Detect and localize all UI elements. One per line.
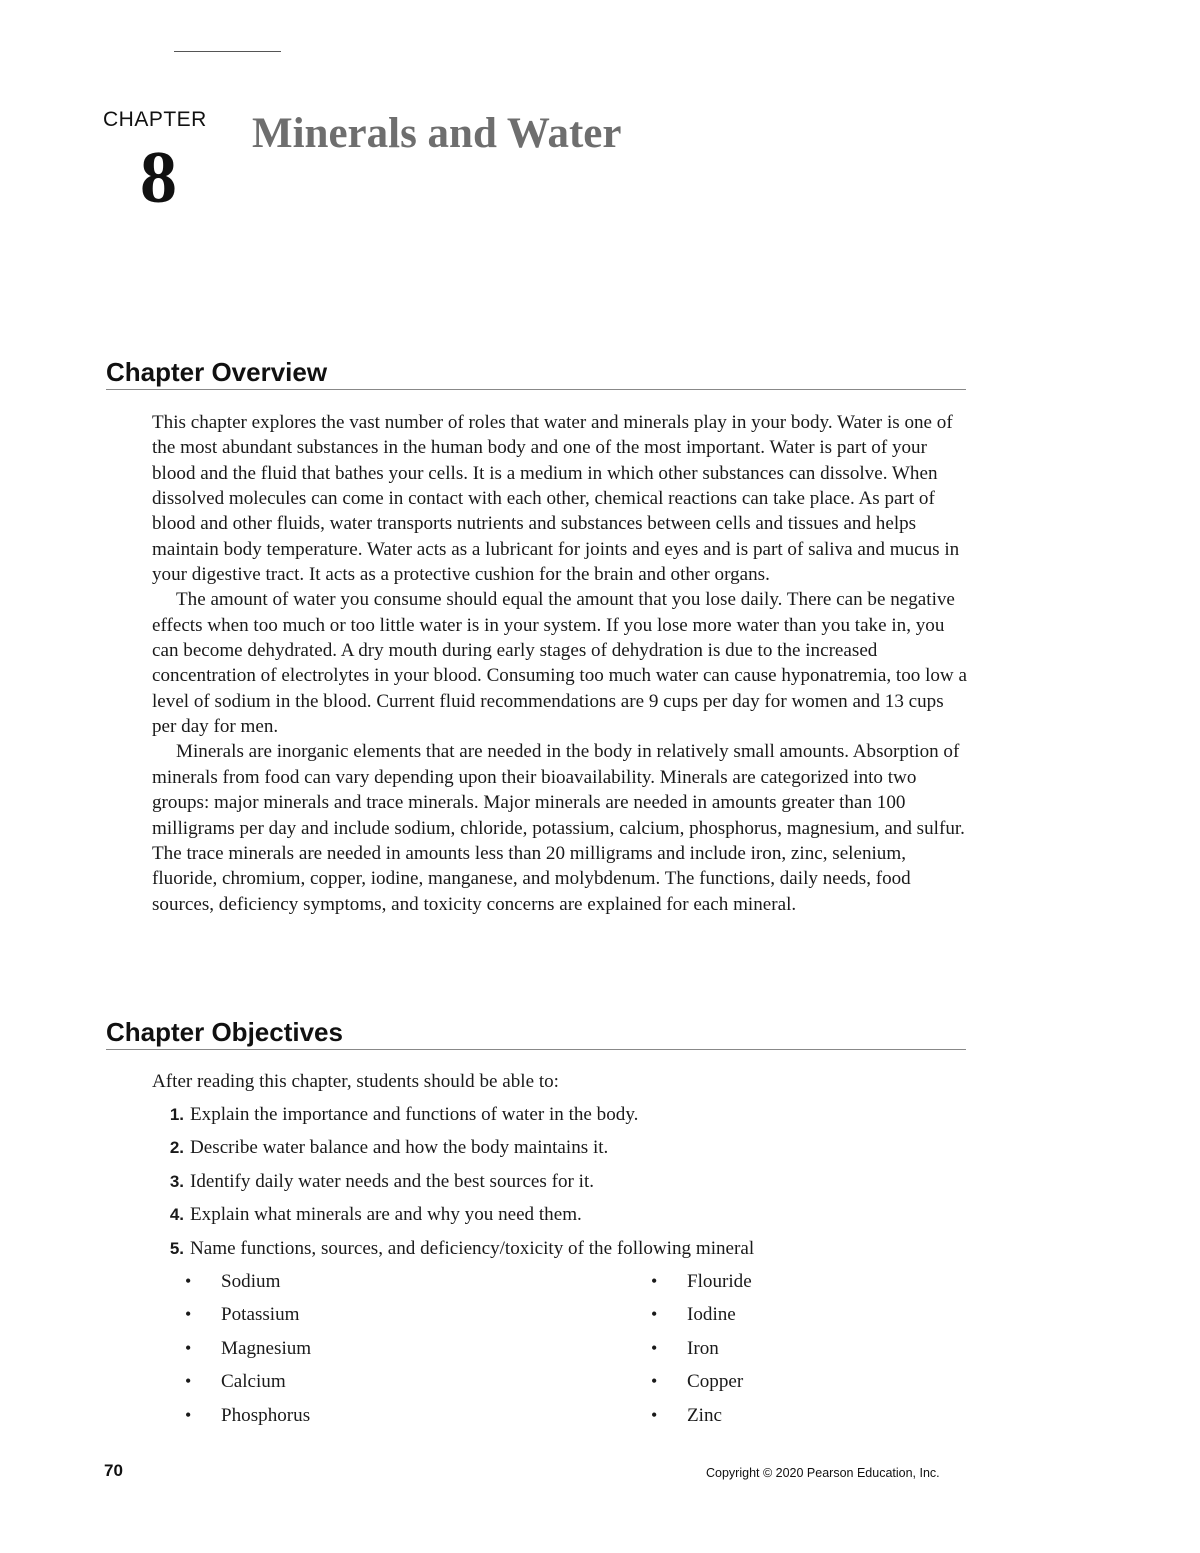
bullet-icon: • — [651, 1371, 658, 1392]
mineral-name: Calcium — [221, 1371, 286, 1393]
objective-item — [152, 1135, 972, 1168]
overview-paragraph: The amount of water you consume should equal the amount that you lose daily. There can be negative effects when too much or too little water is in your system. If you lose more water than you take in, you can become dehydrated. A dry mouth during early stages of dehydration is due to the increased concentration of electrolytes in your blood. Consuming too much water can cause hyponatremia, too low a level of sodium in the blood. Current fluid recommendations are 9 cups per day for women and 13 cups per day for men. — [152, 589, 967, 738]
objective-text: Explain what minerals are and why you need them. — [190, 1204, 582, 1226]
mineral-item — [651, 1301, 752, 1334]
copyright-notice: Copyright © 2020 Pearson Education, Inc. — [706, 1466, 940, 1480]
bullet-icon: • — [185, 1404, 192, 1425]
mineral-item — [185, 1301, 311, 1334]
mineral-item — [651, 1368, 752, 1401]
minerals-left-column — [185, 1268, 311, 1435]
objectives-heading: Chapter Objectives — [106, 1016, 966, 1050]
bullet-icon: • — [185, 1271, 192, 1291]
mineral-name: Sodium — [221, 1271, 281, 1292]
mineral-item — [185, 1402, 311, 1435]
mineral-name: Copper — [687, 1371, 744, 1393]
bullet-icon: • — [651, 1271, 658, 1291]
mineral-item — [185, 1268, 311, 1301]
objective-text: Identify daily water needs and the best sources for it. — [190, 1170, 595, 1192]
objective-item — [152, 1169, 972, 1202]
top-rule — [174, 51, 281, 52]
objective-text: Describe water balance and how the body maintains it. — [190, 1137, 609, 1159]
overview-heading: Chapter Overview — [106, 356, 966, 390]
mineral-item — [651, 1335, 752, 1368]
bullet-icon: • — [651, 1337, 658, 1358]
mineral-name: Zinc — [687, 1404, 722, 1426]
objective-number: 1. — [169, 1105, 184, 1124]
mineral-name: Iodine — [687, 1304, 736, 1326]
objective-text: Name functions, sources, and deficiency/toxicity of the following mineral — [190, 1237, 755, 1259]
mineral-item — [185, 1368, 311, 1401]
objective-number: 3. — [169, 1171, 184, 1191]
objective-item — [152, 1102, 972, 1135]
mineral-name: Potassium — [221, 1304, 300, 1326]
mineral-name: Iron — [687, 1337, 719, 1359]
chapter-number: 8 — [140, 137, 177, 219]
chapter-title: Minerals and Water — [252, 110, 622, 157]
mineral-item — [651, 1402, 752, 1435]
mineral-name: Phosphorus — [221, 1404, 311, 1426]
bullet-icon: • — [651, 1404, 658, 1425]
overview-paragraph: Minerals are inorganic elements that are needed in the body in relatively small amounts. Absorption of minerals from food can vary depending upon their bioavailability. Minerals are categorized into two groups: major minerals and trace minerals. Major minerals are needed in amounts greater than 100 milligrams per day and include sodium, chloride, potassium, calcium, phosphorus, magnesium, and sulfur. The trace minerals are needed in amounts less than 20 milligrams and include iron, zinc, selenium, fluoride, chromium, copper, iodine, manganese, and molybdenum. The functions, daily needs, food sources, deficiency symptoms, and toxicity concerns are explained for each mineral. — [152, 741, 965, 915]
bullet-icon: • — [185, 1304, 192, 1325]
objectives-list — [152, 1102, 972, 1269]
mineral-item — [185, 1335, 311, 1368]
chapter-label: CHAPTER — [103, 108, 207, 131]
objective-item — [152, 1236, 972, 1269]
overview-paragraph: This chapter explores the vast number of roles that water and minerals play in your body. Water is one of the most abundant substances in the human body and one of the most important. Water is part of your blood and the fluid that bathes your cells. It is a medium in which other substances can dissolve. When dissolved molecules can come in contact with each other, chemical reactions can take place. As part of blood and other fluids, water transports nutrients and substances between cells and tissues and helps maintain body temperature. Water acts as a lubricant for joints and eyes and is part of saliva and mucus in your digestive tract. It acts as a protective cushion for the brain and other organs. — [152, 412, 960, 586]
objective-text: Explain the importance and functions of water in the body. — [190, 1104, 639, 1125]
bullet-icon: • — [651, 1304, 658, 1325]
bullet-icon: • — [185, 1371, 192, 1392]
minerals-right-column — [651, 1268, 752, 1435]
objective-item — [152, 1202, 972, 1235]
objective-number: 5. — [169, 1238, 184, 1258]
page-number: 70 — [104, 1461, 123, 1480]
mineral-item — [651, 1268, 752, 1301]
bullet-icon: • — [185, 1337, 192, 1358]
objectives-intro: After reading this chapter, students should be able to: — [152, 1071, 559, 1092]
mineral-name: Magnesium — [221, 1337, 312, 1359]
objective-number: 2. — [169, 1138, 184, 1158]
mineral-name: Flouride — [687, 1271, 752, 1292]
overview-body — [152, 410, 967, 917]
objective-number: 4. — [169, 1205, 184, 1225]
